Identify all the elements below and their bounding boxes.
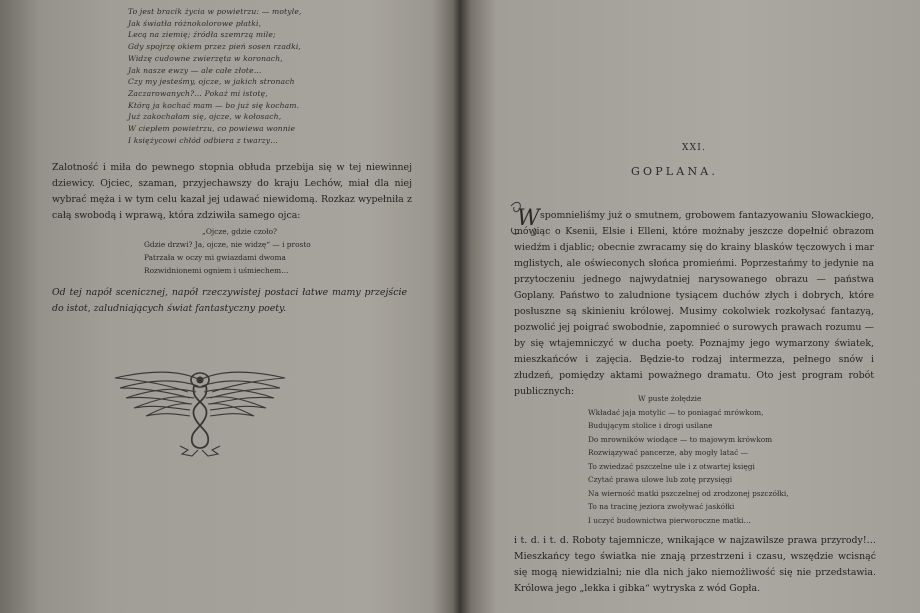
verse-line: Którą ja kochać mam — bo już się kocham. <box>128 100 300 110</box>
poem-excerpt <box>588 392 789 527</box>
paragraph-text: Zalotność i miła do pewnego stopnia obłuda przebija się w tej niewinnej dziewicy. Ojciec, szaman, przyjechawszy do kraju Lechów, miał dla niej wybrać męża i w tym celu kazał jej udawać niewidomą. Rozkaz wypełniła z całą swobodą i wprawą, która zdziwiła samego ojca: <box>52 162 412 221</box>
verse-line: I księżycowi chłód odbiera z twarzy… <box>128 135 278 145</box>
poem-excerpt <box>128 6 302 146</box>
verse-line: Do mrowników wiodące — to majowym krówkom <box>588 434 773 444</box>
verse-line: Budującym stolice i drogi usilane <box>588 421 713 430</box>
dialog-quote <box>144 225 311 277</box>
quote-line: „Ojcze, gdzie czoło? <box>202 227 278 236</box>
paragraph <box>52 160 412 224</box>
left-page <box>0 0 452 613</box>
verse-line: Czytać prawa ulowe lub zotę przysięgi <box>588 475 733 484</box>
verse-line: Rozwiązywać pancerze, aby mogły latać — <box>588 448 748 457</box>
verse-line: Gdy spojrzę okiem przez pień sosen rzadki, <box>128 42 301 52</box>
verse-line: Lecą na ziemię; źródła szemrzą mile; <box>128 30 276 40</box>
quote-line: Rozwidnionemi ogniem i uśmiechem… <box>144 266 289 275</box>
verse-line: W ciepłem powietrzu, co powiewa wonnie <box>128 124 296 134</box>
verse-line: I uczyć budownictwa pierworoczne matki… <box>588 515 751 525</box>
chapter-number: XXI. <box>682 143 707 153</box>
paragraph-text: spomnieliśmy już o smutnem, grobowem fantazyowaniu Słowackiego, mówiąc o Ksenii, Elsie i Elleni, które możnaby jeszcze dopełnić obrazom wiedźm i djablic; obecnie zwracamy się do krainy blasków tęczowych i mar mglistych, ale oświeconych słońca promieńmi. Poprzestańmy to jedynie na przytoczeniu jednego najwydatniej narysowanego obrazu — państwa Goplany. Państwo to zaludnione tysiącem duchów złych i dobrych, które posłuszne są skinieniu królowej. Musimy cokolwiek rozkołysać fantazyą, pozwolić jej poigrać swobodnie, zapomnieć o surowych prawach rozumu — by się wtajemniczyć w ducha poety. Poznajmy jego wymarzony światek, mieszkańców i zajęcia. Będzie-to rodzaj intermezza, pełnego snów i złudzeń, pomiędzy aktami poważnego dramatu. Oto jest program robót publicznych: <box>514 210 874 397</box>
verse-line: To zwiedzać pszczelne ule i z otwartej księgi <box>588 461 755 471</box>
decorative-ornament <box>110 350 290 460</box>
verse-line: To na tracinę jeziora zwoływać jaskółki <box>588 502 735 511</box>
drop-cap-letter: W <box>517 206 540 231</box>
verse-line: W puste żołędzie <box>638 394 702 403</box>
verse-line: Jak światła różnokolorowe płatki, <box>128 18 262 28</box>
paragraph <box>514 533 876 597</box>
verse-line: Na wierność matki pszczelnej od zrodzonej pszczółki, <box>588 488 789 498</box>
verse-line: Zaczarowanych?… Pokaż mi istotę, <box>128 88 268 98</box>
verse-line: Wkładać jaja motylic — to poniagać mrówkom, <box>588 407 764 417</box>
chapter-title: GOPLANA. <box>631 165 719 178</box>
verse-line: To jest bracik życia w powietrzu: — motyle, <box>128 7 302 16</box>
page-shadow <box>0 0 40 613</box>
verse-line: Widzę cudowne zwierzęta w koronach, <box>128 53 283 63</box>
paragraph-text: Od tej napół scenicznej, napół rzeczywistej postaci łatwe mamy przejście do istot, zaludniających świat fantastyczny poety. <box>52 287 407 314</box>
paragraph <box>514 208 874 400</box>
quote-line: Patrzała w oczy mi gwiazdami dwoma <box>144 253 286 262</box>
paragraph <box>52 285 407 317</box>
verse-line: Czy my jesteśmy, ojcze, w jakich stronach <box>128 77 295 87</box>
right-page <box>456 0 920 613</box>
verse-line: Jak nasze ewzy — ale całe złote… <box>128 65 262 75</box>
verse-line: Już zakochałam się, ojcze, w kołosach, <box>128 112 282 122</box>
quote-line: Gdzie drzwi? Ja, ojcze, nie widzę“ — i prosto <box>144 240 311 249</box>
paragraph-text: i t. d. i t. d. Roboty tajemnicze, wnikające w najzawilsze prawa przyrody!… Mieszkańcy tego światka nie znają przestrzeni i czasu, wszędzie wcisnąć się mogą niewidzialni; nie dla nich jako niemożliwość się nie przedstawia. Królowa jego „lekka i gibka“ wytryska z wód Gopła. <box>514 535 876 594</box>
